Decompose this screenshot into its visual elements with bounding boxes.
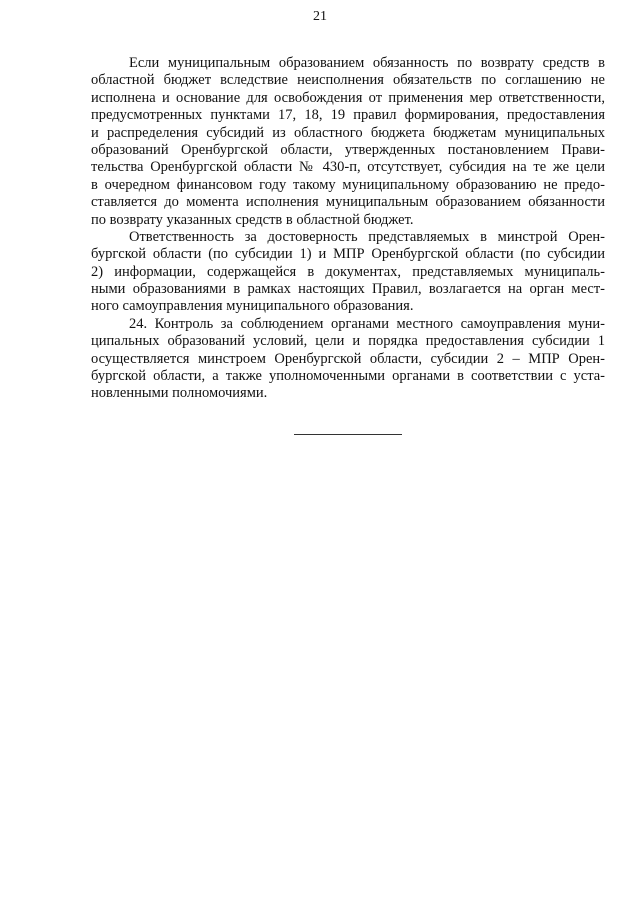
text-line: ципальных образований условий, цели и порядка предоставления субсидии 1	[91, 333, 605, 350]
text-line: бургской области (по субсидии 1) и МПР Оренбургской области (по субсидии	[91, 246, 605, 263]
text-line: осуществляется минстроем Оренбургской области, субсидии 2 – МПР Орен-	[91, 350, 605, 367]
text-line: ставляется до момента исполнения муниципальным образованием обязанности	[91, 194, 605, 211]
text-line: и распределения субсидий из областного бюджета бюджетам муниципальных	[91, 124, 605, 141]
document-body	[91, 55, 605, 403]
text-line: бургской области, а также уполномоченными органами в соответствии с уста-	[91, 368, 605, 385]
text-line: предусмотренных пунктами 17, 18, 19 правил формирования, предоставления	[91, 107, 605, 124]
paragraph-item-24-control	[91, 316, 605, 403]
text-line: в очередном финансовом году такому муниципальному образованию не предо-	[91, 176, 605, 193]
text-line: новленными полномочиями.	[91, 385, 268, 402]
text-line: ного самоуправления муниципального образования.	[91, 298, 414, 315]
text-line: исполнена и основание для освобождения от применения мер ответственности,	[91, 89, 605, 106]
paragraph-return-of-funds	[91, 55, 605, 229]
text-line: по возврату указанных средств в областной бюджет.	[91, 211, 414, 228]
end-separator-line	[294, 434, 402, 435]
text-line: Ответственность за достоверность представляемых в минстрой Орен-	[129, 228, 605, 245]
text-line: тельства Оренбургской области № 430-п, отсутствует, субсидия на те же цели	[91, 159, 605, 176]
text-line: образований Оренбургской области, утвержденных постановлением Прави-	[91, 141, 605, 158]
text-line: 2) информации, содержащейся в документах, представляемых муниципаль-	[91, 263, 605, 280]
text-line: Если муниципальным образованием обязанность по возврату средств в	[129, 55, 605, 71]
text-line: областной бюджет вследствие неисполнения обязательств по соглашению не	[91, 72, 605, 89]
paragraph-responsibility	[91, 229, 605, 316]
page-number: 21	[313, 9, 327, 24]
text-line: 24. Контроль за соблюдением органами местного самоуправления муни-	[129, 315, 605, 332]
text-line: ными образованиями в рамках настоящих Правил, возлагается на орган мест-	[91, 281, 605, 298]
